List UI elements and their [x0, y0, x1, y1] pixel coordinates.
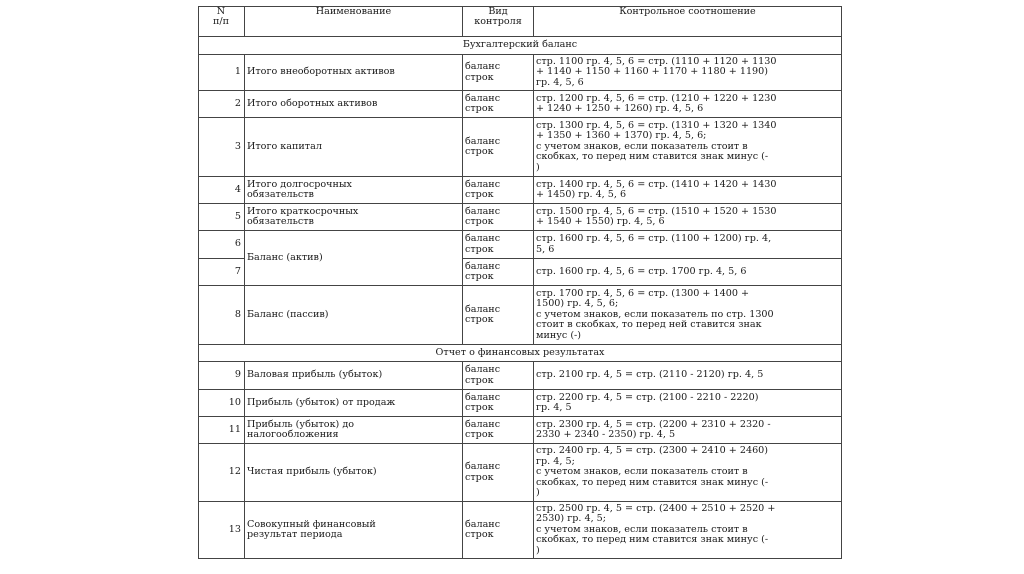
section-row — [199, 345, 842, 362]
row-name: Итого краткосрочных обязательств — [245, 204, 463, 231]
row-type: баланс строк — [463, 55, 534, 91]
row-num: 6 — [199, 231, 245, 259]
row-type: баланс строк — [463, 362, 534, 390]
row-num: 13 — [199, 502, 245, 559]
header-row — [199, 7, 842, 37]
row-num: 7 — [199, 259, 245, 286]
table-row — [199, 177, 842, 204]
row-num: 8 — [199, 286, 245, 345]
row-ratio: стр. 1300 гр. 4, 5, 6 = стр. (1310 + 1320 + 1340 + 1350 + 1360 + 1370) гр. 4, 5, 6; с учетом знаков, если показатель стоит в скобках, то перед ним ставится знак минус (- ) — [534, 118, 842, 177]
table-row — [199, 362, 842, 390]
row-type: баланс строк — [463, 259, 534, 286]
row-name: Итого долгосрочных обязательств — [245, 177, 463, 204]
row-type: баланс строк — [463, 286, 534, 345]
row-ratio: стр. 1600 гр. 4, 5, 6 = стр. (1100 + 1200) гр. 4, 5, 6 — [534, 231, 842, 259]
row-name: Валовая прибыль (убыток) — [245, 362, 463, 390]
table-row — [199, 390, 842, 417]
row-num: 5 — [199, 204, 245, 231]
table-row — [199, 286, 842, 345]
row-name: Баланс (пассив) — [245, 286, 463, 345]
row-ratio: стр. 1400 гр. 4, 5, 6 = стр. (1410 + 1420 + 1430 + 1450) гр. 4, 5, 6 — [534, 177, 842, 204]
row-ratio: стр. 1100 гр. 4, 5, 6 = стр. (1110 + 1120 + 1130 + 1140 + 1150 + 1160 + 1170 + 1180 + 1190) гр. 4, 5, 6 — [534, 55, 842, 91]
row-name: Прибыль (убыток) от продаж — [245, 390, 463, 417]
row-num: 2 — [199, 91, 245, 118]
row-type: баланс строк — [463, 502, 534, 559]
table-row — [199, 91, 842, 118]
row-num: 9 — [199, 362, 245, 390]
control-ratios-table — [198, 6, 842, 559]
row-ratio: стр. 2500 гр. 4, 5 = стр. (2400 + 2510 + 2520 + 2530) гр. 4, 5; с учетом знаков, если показатель стоит в скобках, то перед ним ставится знак минус (- ) — [534, 502, 842, 559]
row-name: Итого оборотных активов — [245, 91, 463, 118]
row-ratio: стр. 1600 гр. 4, 5, 6 = стр. 1700 гр. 4, 5, 6 — [534, 259, 842, 286]
table-row — [199, 417, 842, 444]
table-row — [199, 118, 842, 177]
header-type: Вид контроля — [463, 7, 534, 37]
row-name: Баланс (актив) — [245, 231, 463, 286]
row-type: баланс строк — [463, 390, 534, 417]
row-num: 11 — [199, 417, 245, 444]
row-type: баланс строк — [463, 91, 534, 118]
row-type: баланс строк — [463, 177, 534, 204]
row-num: 1 — [199, 55, 245, 91]
section-title-results: Отчет о финансовых результатах — [199, 345, 842, 362]
row-type: баланс строк — [463, 204, 534, 231]
row-ratio: стр. 1700 гр. 4, 5, 6 = стр. (1300 + 1400 + 1500) гр. 4, 5, 6; с учетом знаков, если показатель по стр. 1300 стоит в скобках, то перед ней ставится знак минус (-) — [534, 286, 842, 345]
row-type: баланс строк — [463, 231, 534, 259]
row-ratio: стр. 1200 гр. 4, 5, 6 = стр. (1210 + 1220 + 1230 + 1240 + 1250 + 1260) гр. 4, 5, 6 — [534, 91, 842, 118]
table-row — [199, 204, 842, 231]
header-name: Наименование — [245, 7, 463, 37]
row-type: баланс строк — [463, 118, 534, 177]
row-type: баланс строк — [463, 444, 534, 502]
row-num: 3 — [199, 118, 245, 177]
row-name: Прибыль (убыток) до налогообложения — [245, 417, 463, 444]
row-name: Совокупный финансовый результат периода — [245, 502, 463, 559]
section-title-balance: Бухгалтерский баланс — [199, 37, 842, 55]
row-name: Итого внеоборотных активов — [245, 55, 463, 91]
row-name: Итого капитал — [245, 118, 463, 177]
row-ratio: стр. 2300 гр. 4, 5 = стр. (2200 + 2310 + 2320 - 2330 + 2340 - 2350) гр. 4, 5 — [534, 417, 842, 444]
table-row — [199, 444, 842, 502]
row-num: 4 — [199, 177, 245, 204]
row-ratio: стр. 1500 гр. 4, 5, 6 = стр. (1510 + 1520 + 1530 + 1540 + 1550) гр. 4, 5, 6 — [534, 204, 842, 231]
row-type: баланс строк — [463, 417, 534, 444]
row-ratio: стр. 2200 гр. 4, 5 = стр. (2100 - 2210 - 2220) гр. 4, 5 — [534, 390, 842, 417]
row-ratio: стр. 2400 гр. 4, 5 = стр. (2300 + 2410 + 2460) гр. 4, 5; с учетом знаков, если показатель стоит в скобках, то перед ним ставится знак минус (- ) — [534, 444, 842, 502]
table-row — [199, 231, 842, 259]
row-num: 12 — [199, 444, 245, 502]
table-row — [199, 55, 842, 91]
table-row — [199, 502, 842, 559]
row-name: Чистая прибыль (убыток) — [245, 444, 463, 502]
section-row — [199, 37, 842, 55]
row-ratio: стр. 2100 гр. 4, 5 = стр. (2110 - 2120) гр. 4, 5 — [534, 362, 842, 390]
header-ratio: Контрольное соотношение — [534, 7, 842, 37]
header-num: N п/п — [199, 7, 245, 37]
row-num: 10 — [199, 390, 245, 417]
